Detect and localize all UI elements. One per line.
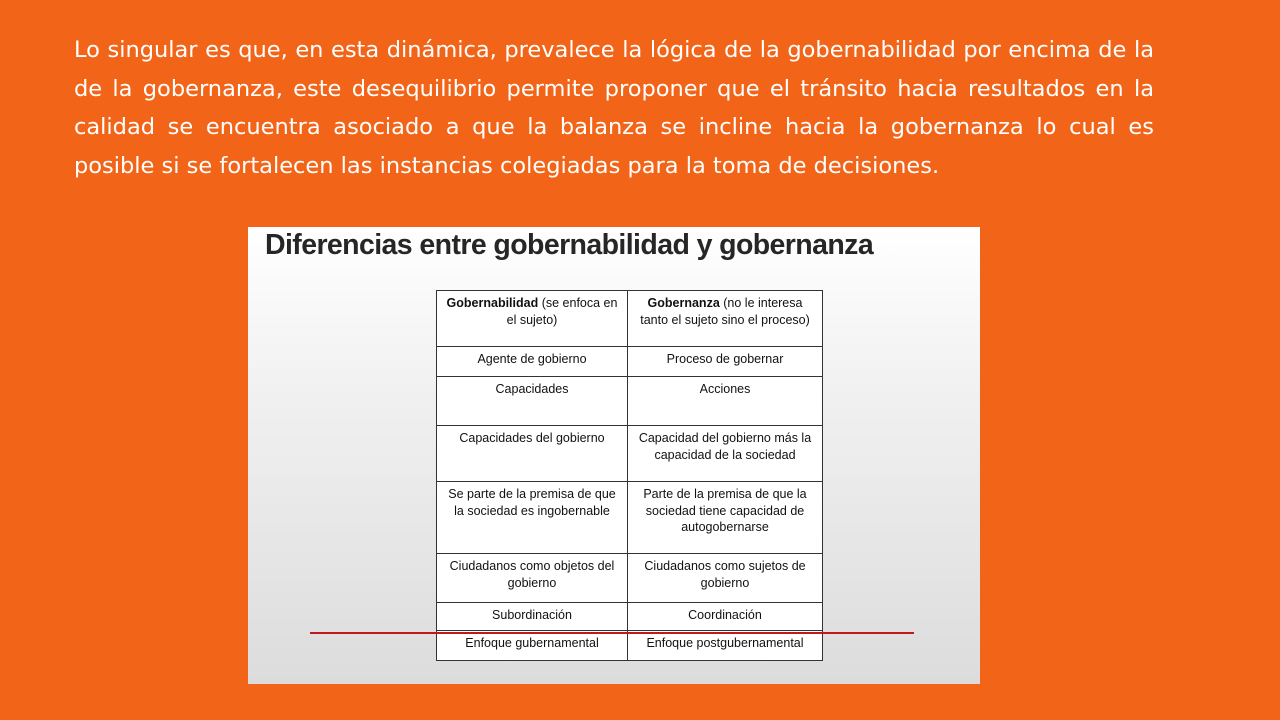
header-description: (no le interesa tanto el sujeto sino el proceso) (640, 296, 810, 327)
table-cell: Acciones (628, 377, 823, 426)
table-cell: Parte de la premisa de que la sociedad tiene capacidad de autogobernarse (628, 482, 823, 554)
table-cell: Coordinación (628, 603, 823, 631)
table-cell: Ciudadanos como sujetos de gobierno (628, 554, 823, 603)
table-row (437, 554, 823, 603)
table-cell: Se parte de la premisa de que la sociedad es ingobernable (437, 482, 628, 554)
table-header-row (437, 291, 823, 347)
table-cell: Capacidades del gobierno (437, 426, 628, 482)
table-row (437, 603, 823, 631)
table-cell: Proceso de gobernar (628, 347, 823, 377)
red-underline (310, 632, 914, 634)
header-gobernanza (628, 291, 823, 347)
comparison-table (436, 290, 823, 661)
slide-paragraph: Lo singular es que, en esta dinámica, prevalece la lógica de la gobernabilidad por encima de la de la gobernanza, este desequilibrio permite proponer que el tránsito hacia resultados en la calidad se encuentra asociado a que la balanza se incline hacia la gobernanza lo cual es posible si se fortalecen las instancias colegiadas para la toma de decisiones. (74, 37, 1154, 179)
figure-title: Diferencias entre gobernabilidad y gobernanza (265, 229, 874, 261)
table-cell: Enfoque gubernamental (437, 631, 628, 661)
table-row (437, 426, 823, 482)
header-term: Gobernanza (647, 296, 720, 310)
table-cell: Subordinación (437, 603, 628, 631)
table-cell: Capacidad del gobierno más la capacidad de la sociedad (628, 426, 823, 482)
header-gobernabilidad (437, 291, 628, 347)
header-term: Gobernabilidad (446, 296, 539, 310)
table-row (437, 482, 823, 554)
table-row (437, 347, 823, 377)
table-cell: Ciudadanos como objetos del gobierno (437, 554, 628, 603)
header-description: (se enfoca en el sujeto) (506, 296, 618, 327)
table-cell: Capacidades (437, 377, 628, 426)
table-cell: Agente de gobierno (437, 347, 628, 377)
comparison-figure (248, 227, 980, 684)
table-row (437, 377, 823, 426)
table-row (437, 631, 823, 661)
table-cell: Enfoque postgubernamental (628, 631, 823, 661)
